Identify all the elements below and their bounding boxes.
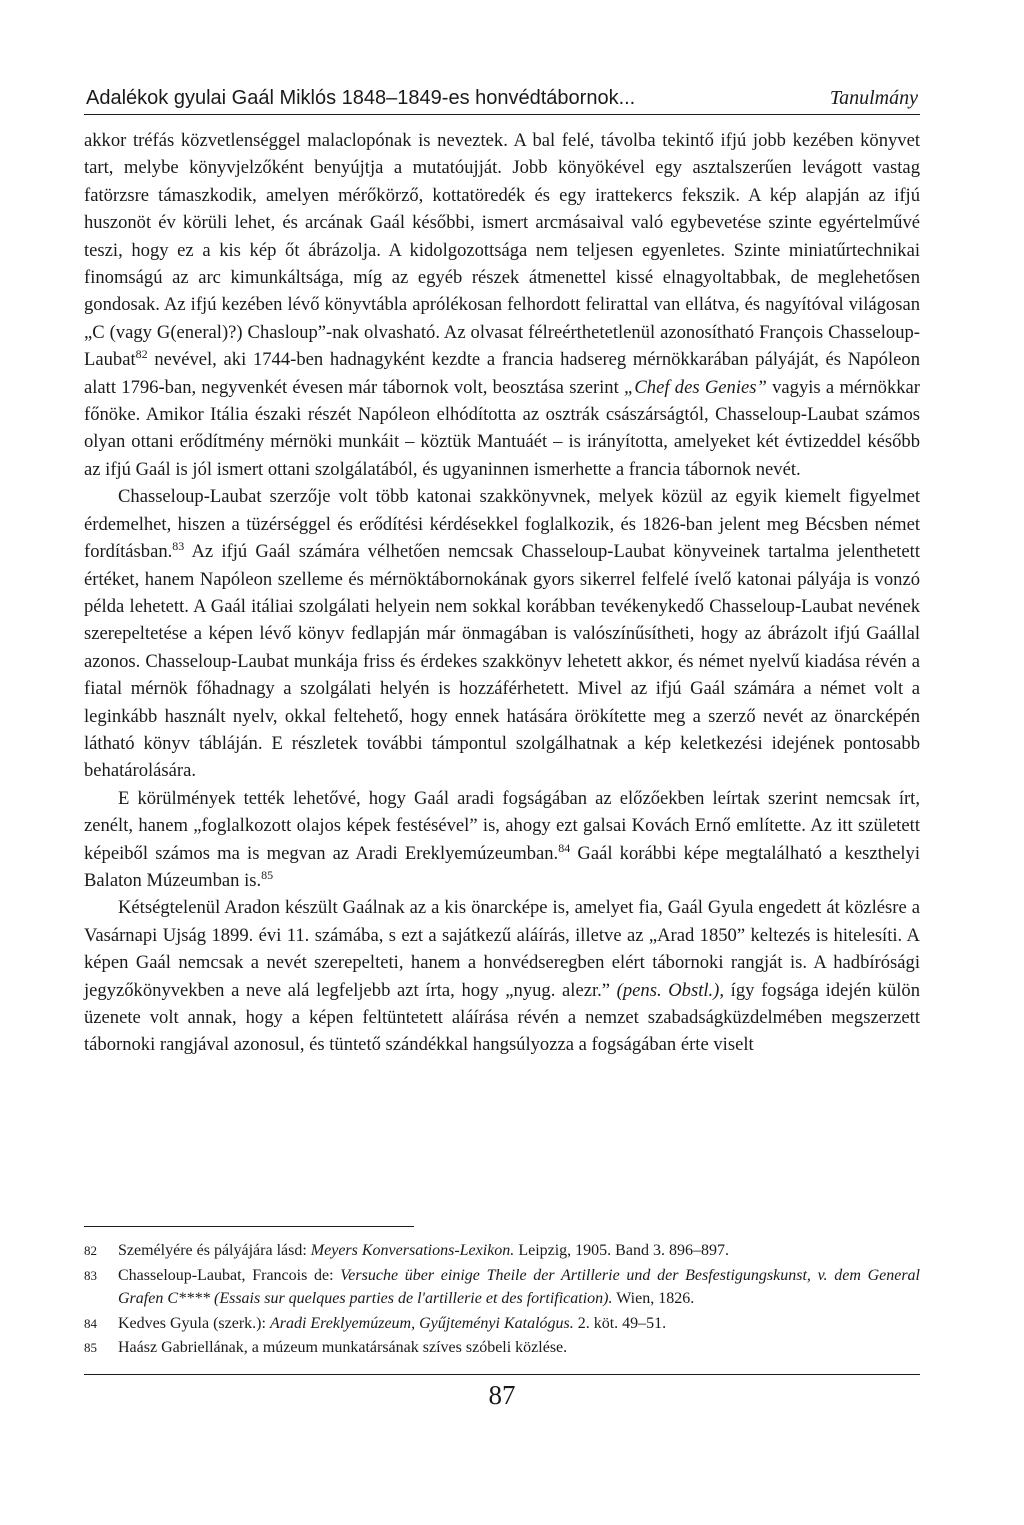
footnote-italic: Versuche über einige Theile der Artillerie und der Besfestigungskunst, v. dem General Grafen C**** (Essais sur quelques parties de l'artillerie et des fortification). — [118, 1266, 921, 1307]
footnote-ref-84[interactable]: 84 — [558, 840, 571, 855]
document-page — [84, 0, 920, 1525]
paragraph-4-text: Kétségtelenül Aradon készült Gaálnak az a kis önarcképe is, amelyet fia, Gaál Gyula engedett át közlésre a Vasárnapi Ujság 1899. évi 11. számába, s ezt a sajátkezű aláírás, illetve az „Arad 1850” keltezés is hitelesíti. A képen Gaál nemcsak a nevét szerepelteti, hanem a honvédseregben elért tábornoki rangját is. A hadbírósági jegyzőkönyvekben a neve alá legfeljebb azt írta, hogy „nyug. alezr.” — [84, 897, 920, 1001]
footnote-ref-85[interactable]: 85 — [261, 867, 274, 882]
paragraph-1-text-2: nevével, aki 1744-ben hadnagyként kezdte a francia hadsereg mérnökkarában pályáját, és Napóleon alatt 1796-ban, negyvenkét évesen már tábornok volt, beosztása szerint — [84, 349, 920, 398]
footnote-number: 85 — [84, 1340, 97, 1355]
paragraph-3-text: E körülmények tették lehetővé, hogy Gaál aradi fogságában az előzőekben leírtak szerint nemcsak írt, zenélt, hanem „foglalkozott olajos képek festésével” is, ahogy ezt galsai Kovách Ernő említette. Az itt született képeiből számos ma is megvan az Aradi Ereklyemúzeumban. — [84, 787, 920, 864]
running-header-title: Adalékok gyulai Gaál Miklós 1848–1849-es honvédtábornok... — [86, 87, 636, 109]
footnote-italic: Meyers Konversations-Lexikon. — [310, 1242, 515, 1259]
footnote-85 — [84, 1336, 920, 1360]
paragraph-4 — [84, 894, 920, 1058]
footnote-text-2: Leipzig, 1905. Band 3. 896–897. — [514, 1242, 729, 1259]
running-header-section: Tanulmány — [829, 87, 918, 109]
footnote-text: Chasseloup-Laubat, Francois de: — [118, 1266, 341, 1284]
paragraph-4-text-2: így fogsága idején külön üzenete volt annak, hogy a képen feltüntetett aláírása révén a nemzet szabadságküzdelmében megszerzett tábornoki rangjával azonosul, és tüntető szándékkal hangsúlyozza a fogságában érte viselt — [84, 979, 920, 1056]
paragraph-2-text-2: Az ifjú Gaál számára vélhetően nemcsak Chasseloup-Laubat könyveinek tartalma jelenthetett értéket, hanem Napóleon szelleme és mérnöktábornokának gyors sikerrel felfelé ívelő katonai pályája is vonzó példa lehetett. A Gaál itáliai szolgálati helyein nem sokkal korábban tevékenykedő Chasseloup-Laubat nevének szerepeltetése a képen lévő könyv fedlapján már önmagában is valószínűsítheti, hogy az ábrázolt ifjú Gaállal azonos. Chasseloup-Laubat munkája friss és érdekes szakkönyv lehetett akkor, és német nyelvű kiadása révén a fiatal mérnök főhadnagy a szolgálati helyén is hozzáférhetett. Mivel az ifjú Gaál számára a német volt a leginkább használt nyelv, okkal feltehető, hogy ennek hatására örökítette meg a szerző nevét az önarcképén látható könyv tábláján. E részletek további támpontul szolgálhatnak a kép keletkezési idejének pontosabb behatárolására. — [84, 541, 920, 782]
page-bottom-rule — [84, 1374, 920, 1375]
running-header — [84, 84, 920, 115]
footnote-text: Haász Gabriellának, a múzeum munkatársának szíves szóbeli közlése. — [118, 1339, 568, 1356]
footnote-text: Személyére és pályájára lásd: — [118, 1242, 311, 1259]
footnote-italic: Aradi Ereklyemúzeum, Gyűjteményi Katalógus. — [269, 1314, 574, 1332]
footnote-82 — [84, 1239, 920, 1263]
paragraph-2 — [84, 483, 920, 784]
body-text — [84, 127, 920, 1059]
footnote-ref-83[interactable]: 83 — [172, 539, 185, 554]
paragraph-1 — [84, 127, 920, 483]
footnote-text-2: 2. köt. 49–51. — [573, 1314, 667, 1332]
footnotes — [84, 1239, 920, 1361]
paragraph-1-text: akkor tréfás közvetlenséggel malaclopónak is neveztek. A bal felé, távolba tekintő ifjú jobb kezében könyvet tart, melybe könyvjelzőként benyújtja a mutatóujját. Jobb könyökével egy asztalszerűen levágott vastag fatörzsre támaszkodik, amelyen mérőkörző, kottatöredék és egy irattekercs fekszik. A kép alapján az ifjú huszonöt év körüli lehet, és arcának Gaál későbbi, ismert arcmásaival való egybevetése szinte egyértelművé teszi, hogy ez a kis kép őt ábrázolja. A kidolgozottsága nem teljesen egyenletes. Szinte miniatűrtechnikai finomságú az arc kimunkáltsága, míg az egyéb részek átmenettel kissé elnagyoltabbak, de meglehetősen gondosak. Az ifjú kezében lévő könyvtábla aprólékosan felhordott felirattal van ellátva, és nagyítóval világosan „C (vagy G(eneral)?) Chasloup”-nak olvasható. Az olvasat félreérthetetlenül azonosítható François Chasseloup-Laubat — [84, 130, 920, 371]
footnote-83 — [84, 1264, 920, 1311]
footnote-84 — [84, 1312, 920, 1336]
paragraph-1-italic: „Chef des Genies” — [624, 376, 767, 398]
footnote-text: Kedves Gyula (szerk.): — [118, 1314, 270, 1332]
paragraph-3 — [84, 785, 920, 895]
paragraph-2-text: Chasseloup-Laubat szerzője volt több katonai szakkönyvnek, melyek közül az egyik kiemelt figyelmet érdemelhet, hiszen a tüzérséggel és erődítési kérdésekkel foglalkozik, és 1826-ban jelent meg Bécsben német fordításban. — [84, 486, 920, 563]
footnote-separator — [84, 1226, 414, 1227]
paragraph-3-text-2: Gaál korábbi képe megtalálható a keszthelyi Balaton Múzeumban is. — [84, 842, 920, 891]
footnote-text-2: Wien, 1826. — [612, 1290, 695, 1307]
paragraph-4-italic: (pens. Obstl.), — [616, 979, 725, 1001]
footnote-number: 83 — [84, 1267, 97, 1283]
paragraph-1-text-3: vagyis a mérnökkar főnöke. Amikor Itália északi részét Napóleon elhódította az osztrák császárságtól, Chasseloup-Laubat számos olyan ottani erődítmény mérnöki munkáit – köztük Mantuáét – is irányította, amelyeket két évtizeddel később az ifjú Gaál is jól ismert ottani szolgálatából, és ugyaninnen ismerhette a francia tábornok nevét. — [84, 376, 920, 480]
footnote-ref-82[interactable]: 82 — [135, 347, 148, 362]
page-number: 87 — [488, 1380, 516, 1410]
footnote-number: 82 — [84, 1243, 97, 1258]
footnote-number: 84 — [84, 1315, 97, 1331]
